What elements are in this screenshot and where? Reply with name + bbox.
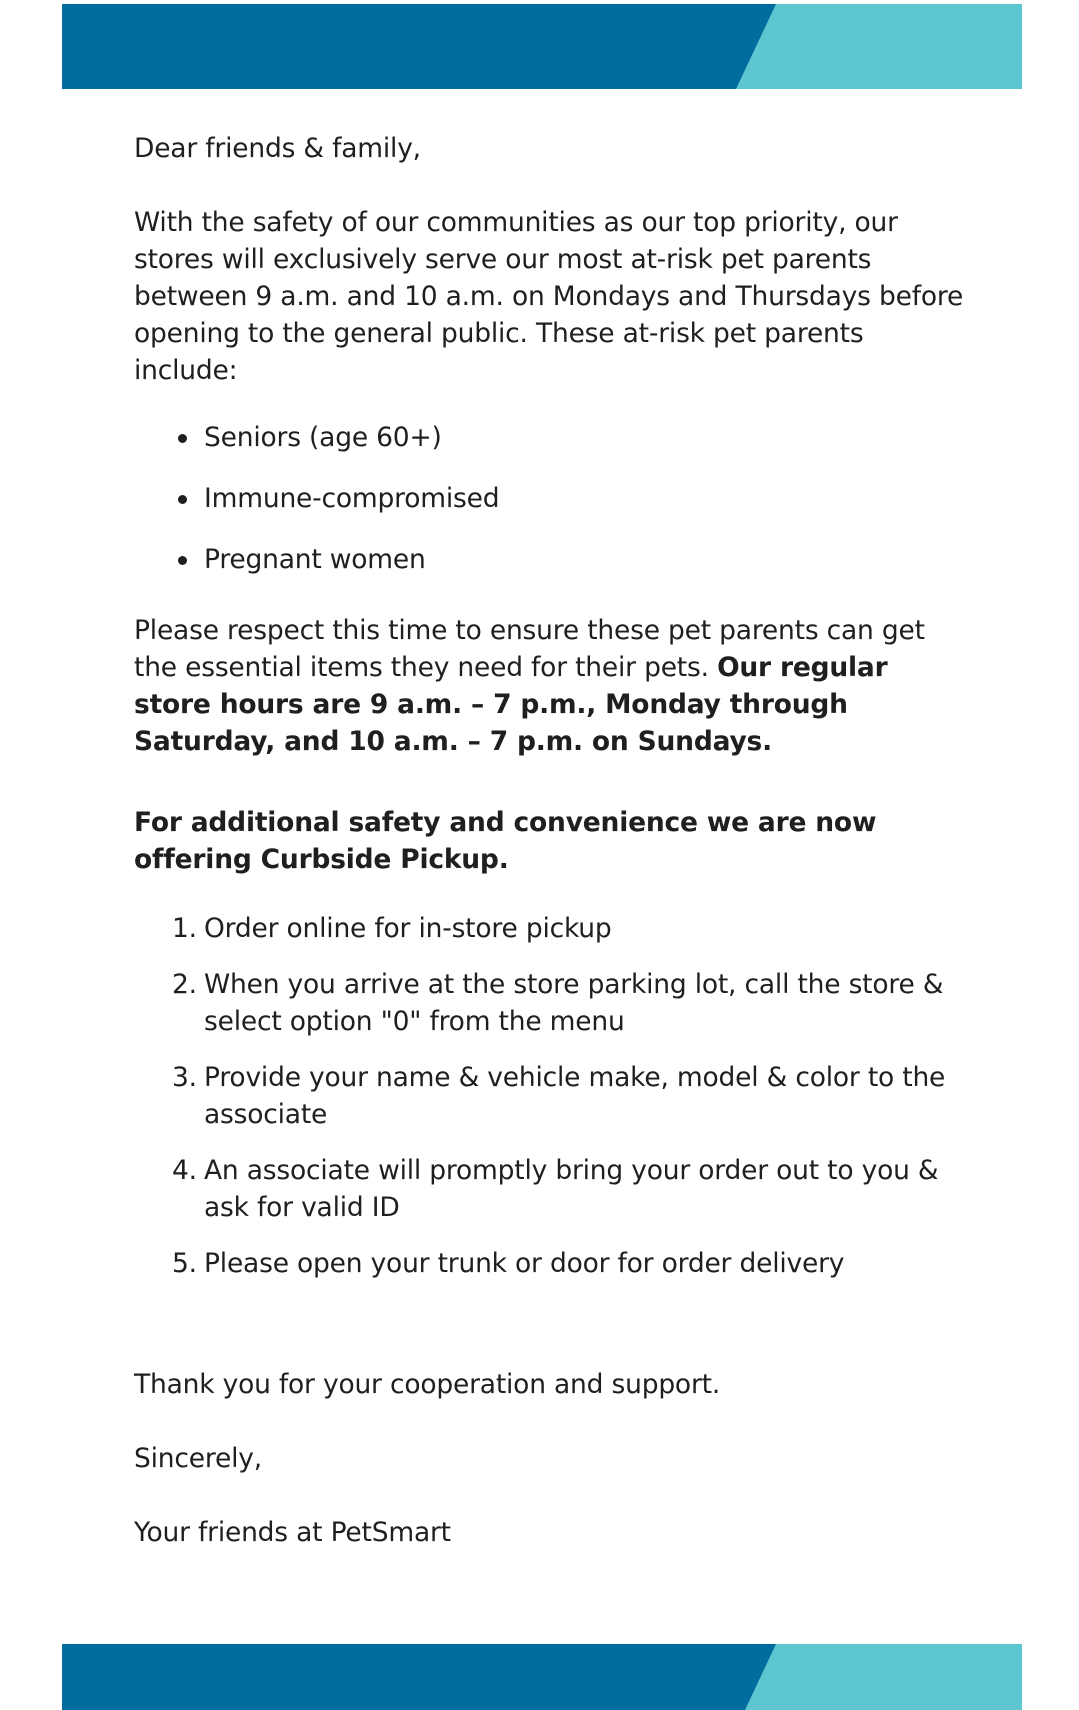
step-text: Please open your trunk or door for order delivery	[204, 1248, 845, 1279]
bullet-icon	[178, 495, 187, 504]
step-text: When you arrive at the store parking lot, call the store & select option "0" from the menu	[204, 969, 944, 1037]
store-hours-text: Our regular store hours are 9 a.m. – 7 p.m., Monday through Saturday, and 10 a.m. – 7 p.m. on Sundays.	[134, 652, 888, 757]
step-number: 2.	[172, 969, 197, 1000]
step-text: Provide your name & vehicle make, model & color to the associate	[204, 1062, 946, 1130]
list-item	[134, 966, 964, 1040]
step-number: 4.	[172, 1155, 197, 1186]
step-number: 1.	[172, 913, 197, 944]
curbside-title: For additional safety and convenience we are now offering Curbside Pickup.	[134, 807, 877, 875]
respect-text: Please respect this time to ensure these pet parents can get the essential items they need for their pets.	[134, 615, 925, 683]
step-number: 3.	[172, 1062, 197, 1093]
bullet-icon	[178, 434, 187, 443]
list-item	[134, 1059, 964, 1133]
list-item	[134, 910, 964, 947]
curbside-steps-list	[134, 910, 964, 1282]
thanks-line: Thank you for your cooperation and support.	[134, 1369, 721, 1400]
greeting: Dear friends & family,	[134, 133, 421, 164]
step-number: 5.	[172, 1248, 197, 1279]
list-item	[134, 480, 964, 517]
signature: Your friends at PetSmart	[134, 1517, 451, 1548]
list-item	[134, 419, 964, 456]
list-item-text: Immune-compromised	[204, 483, 500, 514]
intro-paragraph: With the safety of our communities as our top priority, our stores will exclusively serve our most at-risk pet parents between 9 a.m. and 10 a.m. on Mondays and Thursdays before opening to the general public. These at-risk pet parents include:	[134, 207, 964, 386]
list-item	[134, 541, 964, 578]
list-item	[134, 1152, 964, 1226]
header-banner-graphic	[62, 4, 1022, 89]
closing-line: Sincerely,	[134, 1443, 262, 1474]
list-item-text: Seniors (age 60+)	[204, 422, 442, 453]
header-banner	[62, 4, 1022, 89]
footer-banner	[62, 1644, 1022, 1710]
list-item	[134, 1245, 964, 1282]
banner-dark-band	[62, 1644, 776, 1710]
step-text: An associate will promptly bring your order out to you & ask for valid ID	[204, 1155, 939, 1223]
letter-body	[134, 130, 964, 1551]
at-risk-list	[134, 419, 964, 578]
list-item-text: Pregnant women	[204, 544, 426, 575]
store-hours-paragraph	[134, 612, 964, 760]
step-text: Order online for in-store pickup	[204, 913, 612, 944]
banner-dark-band	[62, 4, 776, 89]
footer-banner-graphic	[62, 1644, 1022, 1710]
bullet-icon	[178, 556, 187, 565]
